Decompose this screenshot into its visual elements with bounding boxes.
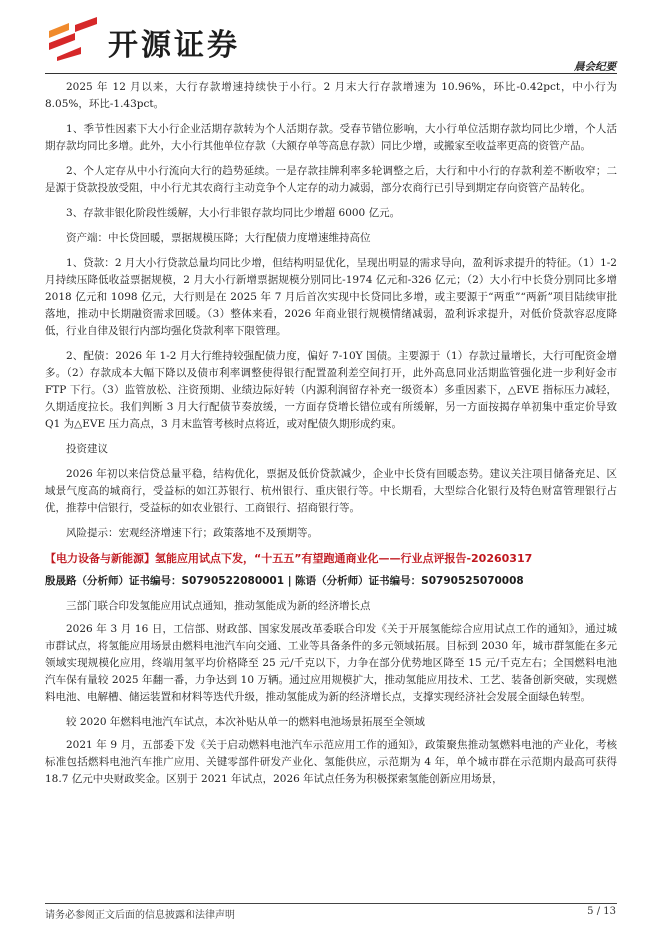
brand-name: 开源证券 — [108, 28, 240, 63]
page-header — [0, 0, 662, 75]
page-number: 5 / 13 — [587, 906, 616, 917]
report-body — [45, 79, 617, 796]
paragraph: 2、配债：2026 年 1-2 月大行维持较强配债力度，偏好 7-10Y 国债。主要源于（1）存款过量增长，大行可配资金增多。（2）存款成本大幅下降以及债市利率调整使得银行配置盈利差空间打开，此外高息同业活期监管强化进一步利好金市 FTP 下行。（3）监管放松、注资预期、业绩边际好转（内源利润留存补充一级资本）多重因素下，△EVE 指标压力减轻，久期适度拉长。我们判断 3 月大行配债节奏放缓，一方面存贷增长错位或有所缓解，另一方面按揭存单初集中重定价导致 Q1 为△EVE 压力高点，3 月末监管考核时点将近，或对配债久期形成约束。 — [45, 350, 617, 430]
kaiyuan-logo-icon — [45, 17, 105, 61]
paragraph: 3、存款非银化阶段性缓解，大小行非银存款均同比少增超 6000 亿元。 — [66, 207, 401, 219]
report-title: 【电力设备与新能源】氢能应用试点下发，“十五五”有望跑通商业化——行业点评报告-20260317 — [45, 552, 533, 565]
paragraph: 2026 年 3 月 16 日，工信部、财政部、国家发展改革委联合印发《关于开展氢能综合应用试点工作的通知》，通过城市群试点，将氢能应用场景由燃料电池汽车向交通、工业等具备条件的多元领域拓展。目标到 2030 年，城市群氢能在多元领域实现规模化应用，终端用氢平均价格降至 25 元/千克以下，力争在部分优势地区降至 15 元/千克左右；全国燃料电池汽车保有量较 2025 年翻一番，力争达到 10 万辆。通过应用规模扩大，推动氢能应用技术、工艺、装备创新突破，实现燃料电池、电解槽、储运装置和材料等迭代升级，推动氢能成为新的经济增长点，支撑实现经济社会发展全面绿色转型。 — [45, 623, 617, 703]
report-authors: 殷晟路（分析师）证书编号：S0790522080001 | 陈语（分析师）证书编号：S0790525070008 — [45, 575, 524, 587]
paragraph: 2021 年 9 月，五部委下发《关于启动燃料电池汽车示范应用工作的通知》，政策聚焦推动氢燃料电池的产业化，考核标准包括燃料电池汽车推广应用、关键零部件研发产业化、氢能供应，示范期为 4 年，单个城市群在示范期内最高可获得 18.7 亿元中央财政奖金。区别于 2021 年试点，2026 年试点任务为积极探索氢能创新应用场景， — [45, 739, 617, 785]
footer-disclaimer: 请务必参阅正文后面的信息披露和法律声明 — [45, 910, 235, 921]
paragraph: 2、个人定存从中小行流向大行的趋势延续。一是存款挂牌利率多轮调整之后，大行和中小行的存款利差不断收窄；二是源于贷款投放受阻，中小行尤其农商行主动竞争个人定存的动力减弱，部分农商行已引导到期定存向资管产品转化。 — [45, 165, 617, 194]
risk-note: 风险提示：宏观经济增速下行；政策落地不及预期等。 — [66, 527, 318, 539]
subheading: 投资建议 — [66, 443, 108, 455]
subheading: 较 2020 年燃料电池汽车试点，本次补贴从单一的燃料电池场景拓展至全领域 — [66, 716, 425, 728]
footer-divider — [45, 903, 617, 904]
subheading: 三部门联合印发氢能应用试点通知，推动氢能成为新的经济增长点 — [66, 600, 371, 612]
paragraph: 1、季节性因素下大小行企业活期存款转为个人活期存款。受春节错位影响，大小行单位活期存款均同比少增，个人活期存款均同比多增。此外，大小行其他单位存款（大额存单等高息存款）同比少增，或搬家至收益率更高的资管产品。 — [45, 123, 617, 152]
section-label: 晨会纪要 — [574, 61, 616, 73]
paragraph: 1、贷款：2 月大小行贷款总量均同比少增，但结构明显优化，呈现出明显的需求导向，盈利诉求提升的特征。（1）1-2 月持续压降低收益票据规模，2 月大小行新增票据规模分别同比-1974 亿元和-326 亿元；（2）大小行中长贷分别同比多增 2018 亿元和 1098 亿元，大行则是在 2025 年 7 月后首次实现中长贷同比多增，或主要源于“两重”“两新”项目陆续审批落地，推动中长期融资需求回暖。（3）整体来看，2026 年商业银行规模情绪减弱，盈利诉求提升，对低价贷款容忍度降低，行业自律及银行内部均强化贷款利率下限管理。 — [45, 257, 617, 337]
subheading: 资产端：中长贷回暖，票据规模压降；大行配债力度增速维持高位 — [66, 232, 371, 244]
paragraph: 2025 年 12 月以来，大行存款增速持续快于小行。2 月末大行存款增速为 10.96%，环比-0.42pct，中小行为 8.05%，环比-1.43pct。 — [45, 81, 617, 110]
paragraph: 2026 年初以来信贷总量平稳，结构优化，票据及低价贷款减少，企业中长贷有回暖态势。建议关注项目储备充足、区域景气度高的城商行，受益标的如江苏银行、杭州银行、重庆银行等。中长期看，大型综合化银行及特色财富管理银行占优，推荐中信银行，受益标的如农业银行、工商银行、招商银行等。 — [45, 468, 617, 514]
header-divider — [45, 73, 617, 74]
